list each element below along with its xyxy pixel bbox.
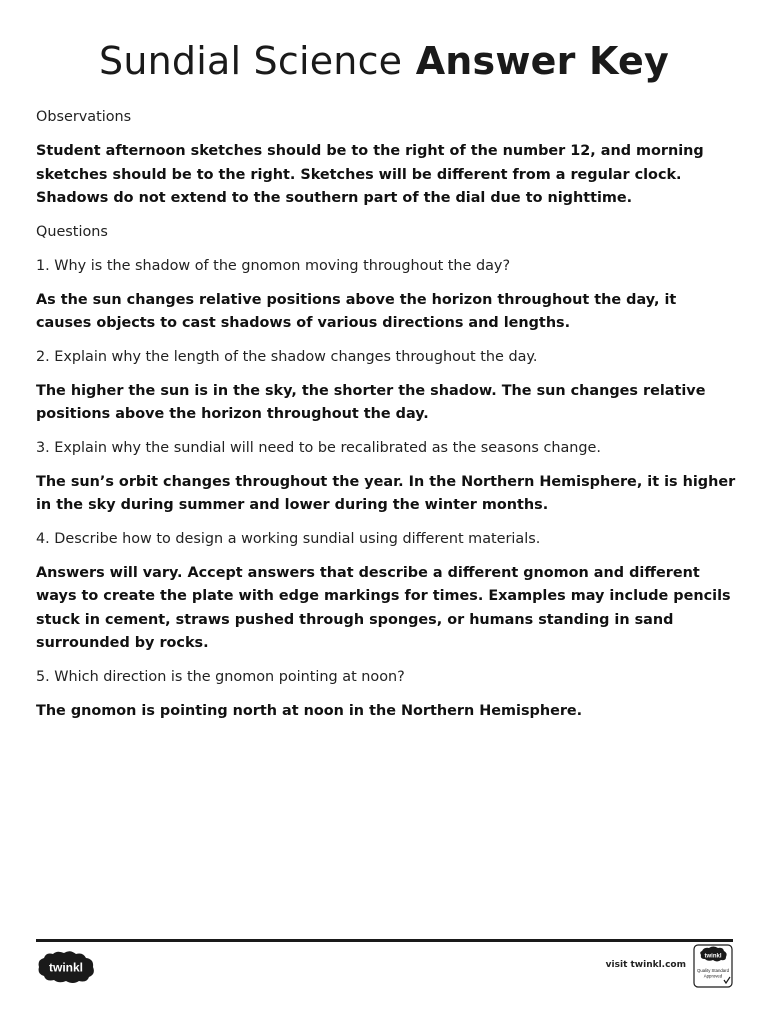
observations-answer: Student afternoon sketches should be to the right of the number 12, and morning sketches should be to the right. Sketches will be different from a regular clock. Shadows do not extend to the southern part of the dial due to nighttime. (36, 143, 704, 206)
quality-badge (693, 944, 733, 988)
question-2: 2. Explain why the length of the shadow changes throughout the day. (36, 348, 538, 365)
answer-3: The sun’s orbit changes throughout the year. In the Northern Hemisphere, it is higher in the sky during summer and lower during the winter months. (36, 473, 736, 513)
question-3: 3. Explain why the sundial will need to be recalibrated as the seasons change. (36, 439, 601, 456)
answer-4: Answers will vary. Accept answers that describe a different gnomon and different ways to create the plate with edge markings for times. Examples may include pencils stuck in cement, straws pushed through sponges, or humans standing in sand surrounded by rocks. (36, 564, 731, 651)
page-title (0, 36, 768, 86)
title-bold: Answer Key (415, 39, 669, 83)
svg-text:twinkl: twinkl (48, 960, 84, 975)
answer-key-content (36, 106, 736, 733)
observations-heading: Observations (36, 109, 132, 125)
answer-2: The higher the sun is in the sky, the shorter the shadow. The sun changes relative positions above the horizon throughout the day. (36, 382, 706, 422)
answer-1: As the sun changes relative positions above the horizon throughout the day, it causes objects to cast shadows of various directions and lengths. (36, 291, 677, 331)
answer-5: The gnomon is pointing north at noon in the Northern Hemisphere. (36, 702, 583, 719)
question-1: 1. Why is the shadow of the gnomon moving throughout the day? (36, 257, 511, 274)
title-light: Sundial Science (99, 39, 403, 83)
questions-heading: Questions (36, 223, 108, 240)
visit-link[interactable]: visit twinkl.com (605, 960, 686, 970)
svg-text:Approved: Approved (703, 973, 723, 979)
question-5: 5. Which direction is the gnomon pointing at noon? (36, 668, 405, 685)
svg-text:Quality Standard: Quality Standard (696, 968, 730, 973)
question-4: 4. Describe how to design a working sundial using different materials. (36, 530, 541, 547)
twinkl-logo[interactable] (36, 950, 96, 984)
footer-divider (36, 939, 733, 942)
svg-text:twinkl: twinkl (704, 953, 722, 960)
